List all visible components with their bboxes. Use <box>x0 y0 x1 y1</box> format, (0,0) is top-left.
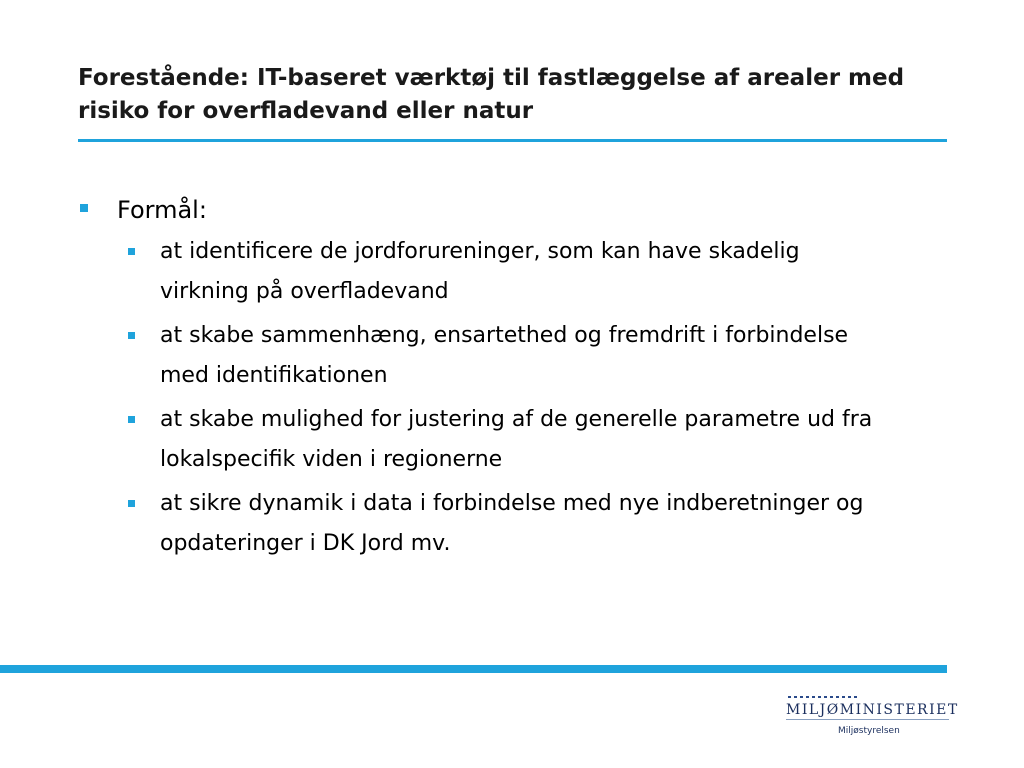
slide-title: Forestående: IT-baseret værktøj til fastlæggelse af arealer med risiko for overfladevand eller natur <box>78 65 905 124</box>
bullet-item-level2 <box>128 232 878 312</box>
sub-bullet-list <box>128 232 878 564</box>
square-bullet-icon <box>128 248 135 255</box>
bullet-item-level2 <box>128 484 878 564</box>
square-bullet-icon <box>128 500 135 507</box>
square-bullet-icon <box>80 204 88 212</box>
square-bullet-icon <box>128 416 135 423</box>
sub-bullet-text: at skabe mulighed for justering af de generelle parametre ud fra lokalspecifik viden i regionerne <box>160 407 873 472</box>
square-bullet-icon <box>128 332 135 339</box>
title-divider <box>78 139 947 142</box>
logo-dots-icon <box>788 696 857 698</box>
logo-rule <box>786 719 949 720</box>
sub-bullet-text: at sikre dynamik i data i forbindelse med nye indberetninger og opdateringer i DK Jord mv. <box>160 491 864 556</box>
sub-bullet-text: at skabe sammenhæng, ensartethed og fremdrift i forbindelse med identifikationen <box>160 323 849 388</box>
sub-bullet-text: at identificere de jordforureninger, som kan have skadelig virkning på overfladevand <box>160 239 800 304</box>
bullet-text: Formål: <box>117 196 207 224</box>
bullet-item-level1 <box>78 190 878 230</box>
logo-subtitle: Miljøstyrelsen <box>838 726 900 736</box>
footer-divider-bar <box>0 665 947 673</box>
ministry-logo <box>786 696 959 740</box>
bullet-item-level2 <box>128 400 878 480</box>
bullet-list <box>78 190 878 568</box>
logo-wordmark: MILJØMINISTERIET <box>786 702 959 718</box>
bullet-item-level2 <box>128 316 878 396</box>
